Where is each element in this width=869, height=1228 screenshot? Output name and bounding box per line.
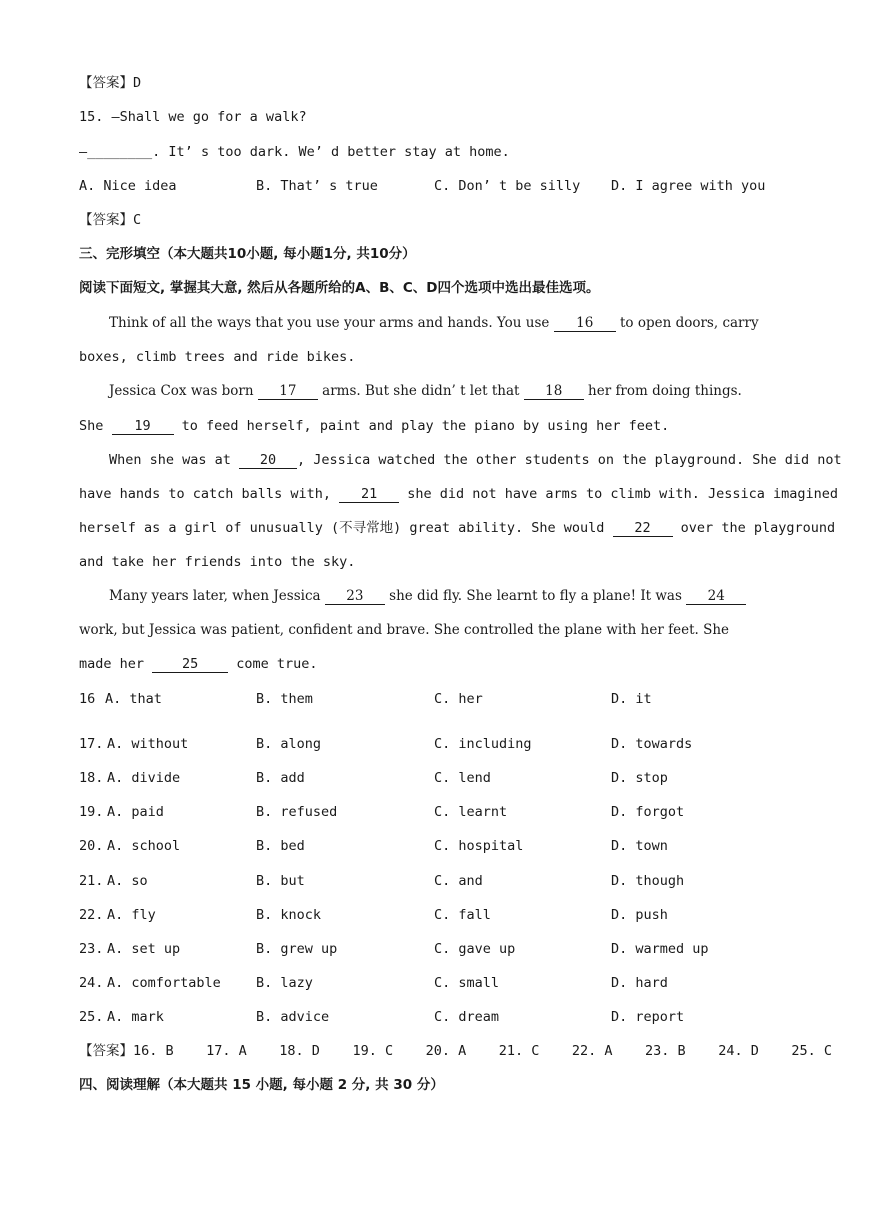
question-number: 23. [79, 941, 104, 957]
option-a: A. that [105, 691, 162, 707]
option-a: A. school [107, 838, 181, 854]
option-c: C. hospital [434, 838, 524, 854]
option-b: B. along [256, 736, 322, 752]
passage-p4-line2: work, but Jessica was patient, confident and brave. She controlled the plane with her feet. She [79, 622, 730, 638]
option-b: B. advice [256, 1009, 330, 1025]
section-3-instruction: 阅读下面短文, 掌握其大意, 然后从各题所给的A、B、C、D四个选项中选出最佳选项。 [79, 280, 600, 296]
dialogue-text: . It’ s too dark. We’ d better stay at home. [152, 144, 510, 160]
text: her from doing things. [583, 383, 742, 399]
option-d: D. forgot [611, 804, 685, 820]
passage-p1-line2: boxes, climb trees and ride bikes. [79, 349, 356, 365]
question-number: 20. [79, 838, 104, 854]
option-d: D. hard [611, 975, 668, 991]
text: , Jessica watched the other students on the playground. She did not [297, 452, 842, 468]
text: have hands to catch balls with, [79, 486, 340, 502]
section-4-heading: 四、阅读理解（本大题共 15 小题, 每小题 2 分, 共 30 分） [79, 1077, 444, 1093]
option-b: B. refused [256, 804, 338, 820]
text: Think of all the ways that you use your arms and hands. You use [109, 315, 554, 331]
option-c: C. learnt [434, 804, 508, 820]
blank-22: 22 [613, 521, 673, 537]
option-d: D. towards [611, 736, 693, 752]
blank-20: 20 [239, 453, 297, 469]
option-c: C. her [434, 691, 483, 707]
passage-p4-line1 [109, 587, 746, 605]
text: to feed herself, paint and play the piano by using her feet. [173, 418, 670, 434]
passage-p3-line4: and take her friends into the sky. [79, 554, 356, 570]
text: She [79, 418, 112, 434]
text: to open doors, carry [615, 315, 759, 331]
option-d: D. though [611, 873, 685, 889]
option-c: C. small [434, 975, 500, 991]
option-b: B. add [256, 770, 305, 786]
text: come true. [228, 656, 318, 672]
answer-blank: ________ [87, 144, 153, 160]
option-a: A. mark [107, 1009, 164, 1025]
option-d: D. stop [611, 770, 668, 786]
option-a: A. comfortable [107, 975, 221, 991]
option-c: C. fall [434, 907, 491, 923]
question-number: 24. [79, 975, 104, 991]
option-c: C. including [434, 736, 532, 752]
option-a: A. fly [107, 907, 156, 923]
passage-p3-line2 [79, 485, 838, 503]
q15-option-a: A. Nice idea [79, 178, 177, 194]
q15-option-b: B. That’ s true [256, 178, 378, 194]
option-a: A. without [107, 736, 189, 752]
option-b: B. lazy [256, 975, 313, 991]
passage-p3-line1 [109, 451, 842, 469]
passage-p2-line1 [109, 382, 742, 400]
question-number: 17. [79, 736, 104, 752]
blank-18: 18 [524, 384, 584, 400]
answer-14: 【答案】D [79, 75, 142, 91]
option-a: A. divide [107, 770, 181, 786]
passage-p4-line3 [79, 655, 318, 673]
text: herself as a girl of unusually (不寻常地) great ability. She would [79, 520, 613, 536]
dash: — [79, 144, 88, 160]
option-a: A. paid [107, 804, 164, 820]
option-c: C. lend [434, 770, 491, 786]
text: arms. But she didn’ t let that [317, 383, 524, 399]
text: she did fly. She learnt to fly a plane! It was [384, 588, 687, 604]
blank-23: 23 [325, 589, 385, 605]
option-b: B. knock [256, 907, 322, 923]
answer-15: 【答案】C [79, 212, 142, 228]
passage-p2-line2 [79, 417, 669, 435]
blank-16: 16 [554, 316, 616, 332]
option-b: B. grew up [256, 941, 338, 957]
option-d: D. report [611, 1009, 685, 1025]
option-d: D. push [611, 907, 668, 923]
section-3-heading: 三、完形填空（本大题共10小题, 每小题1分, 共10分） [79, 246, 416, 262]
option-d: D. it [611, 691, 652, 707]
question-number: 21. [79, 873, 104, 889]
question-15-line2 [79, 143, 510, 161]
q15-option-c: C. Don’ t be silly [434, 178, 581, 194]
option-c: C. dream [434, 1009, 500, 1025]
passage-p3-line3 [79, 519, 835, 537]
blank-21: 21 [339, 487, 399, 503]
question-number: 22. [79, 907, 104, 923]
q15-option-d: D. I agree with you [611, 178, 766, 194]
text: over the playground [672, 520, 836, 536]
question-15-stem: 15. —Shall we go for a walk? [79, 109, 307, 125]
blank-25: 25 [152, 657, 228, 673]
text: Many years later, when Jessica [109, 588, 325, 604]
option-b: B. bed [256, 838, 305, 854]
text: she did not have arms to climb with. Jessica imagined [399, 486, 838, 502]
text: made her [79, 656, 153, 672]
option-a: A. set up [107, 941, 181, 957]
option-c: C. gave up [434, 941, 516, 957]
question-number: 18. [79, 770, 104, 786]
option-b: B. but [256, 873, 305, 889]
question-number: 25. [79, 1009, 104, 1025]
blank-24: 24 [686, 589, 746, 605]
passage-p1-line1 [109, 314, 759, 332]
option-b: B. them [256, 691, 313, 707]
option-c: C. and [434, 873, 483, 889]
blank-17: 17 [258, 384, 318, 400]
question-number: 16 [79, 691, 96, 707]
question-number: 19. [79, 804, 104, 820]
option-d: D. warmed up [611, 941, 709, 957]
text: When she was at [109, 452, 240, 468]
option-d: D. town [611, 838, 668, 854]
blank-19: 19 [112, 419, 174, 435]
answer-16-25: 【答案】16. B 17. A 18. D 19. C 20. A 21. C 22. A 23. B 24. D 25. C [79, 1043, 832, 1059]
text: Jessica Cox was born [109, 383, 258, 399]
option-a: A. so [107, 873, 148, 889]
